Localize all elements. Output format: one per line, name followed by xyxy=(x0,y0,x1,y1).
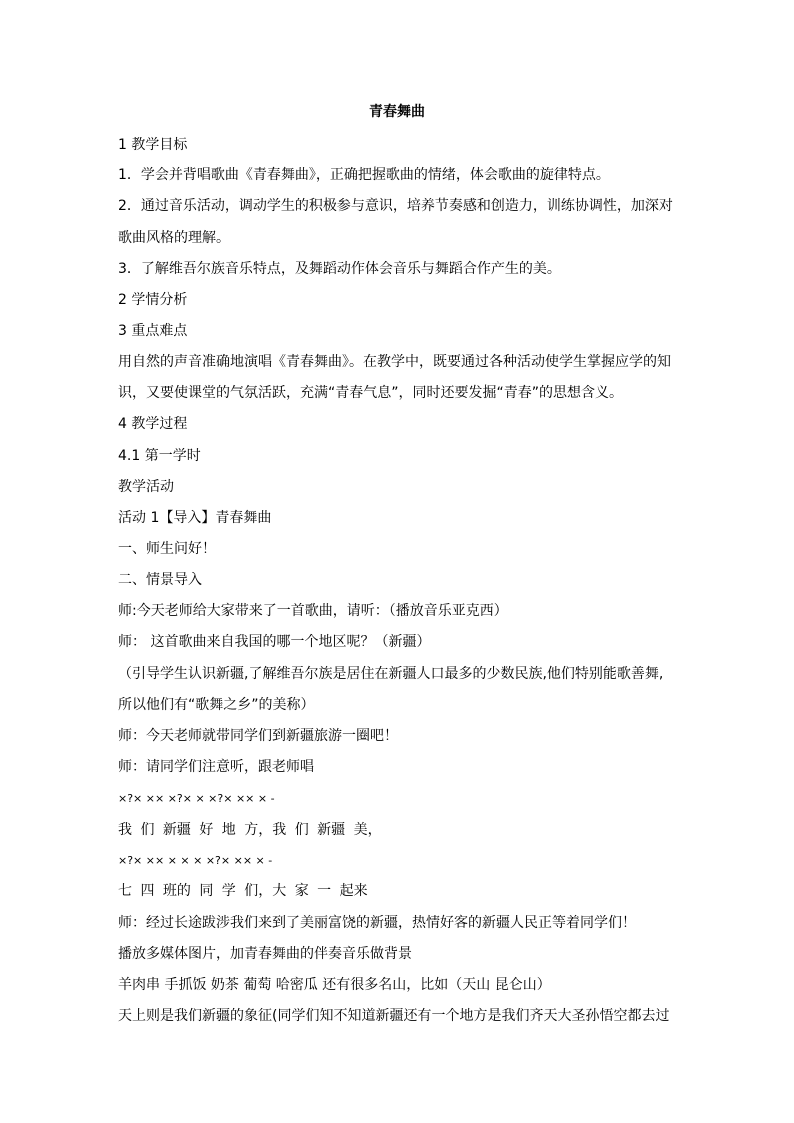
rhythm-notation-2: ×?× ×× × × × ×?× ×× × - xyxy=(118,854,273,867)
teaching-activities-label: 教学活动 xyxy=(118,479,174,495)
heading-key-points: 3 重点难点 xyxy=(118,323,188,339)
document-title: 青春舞曲 xyxy=(369,104,425,120)
subheading-first-period: 4.1 第一学时 xyxy=(118,448,201,464)
goal-item-2: 2．通过音乐活动，调动学生的积极参与意识，培养节奏感和创造力，训练协调性，加深对 xyxy=(118,198,673,214)
teacher-line-4: 师：请同学们注意听，跟老师唱 xyxy=(118,759,314,775)
xinjiang-symbol-text: 天上则是我们新疆的象征(同学们知不知道新疆还有一个地方是我们齐天大圣孙悟空都去过 xyxy=(118,1008,670,1024)
heading-teaching-goals: 1 教学目标 xyxy=(118,137,188,153)
heading-student-analysis: 2 学情分析 xyxy=(118,292,188,308)
guidance-text-cont: 所以他们有“歌舞之乡”的美称） xyxy=(118,697,315,713)
multimedia-note: 播放多媒体图片，加青春舞曲的伴奏音乐做背景 xyxy=(118,946,412,962)
teacher-line-2: 师： 这首歌曲来自我国的哪一个地区呢？（新疆） xyxy=(118,634,431,650)
xinjiang-specialties: 羊肉串 手抓饭 奶茶 葡萄 哈密瓜 还有很多名山，比如（天山 昆仑山） xyxy=(118,977,551,993)
activity-1-heading: 活动 1【导入】青春舞曲 xyxy=(118,510,272,526)
guidance-text: （引导学生认识新疆,了解维吾尔族是居住在新疆人口最多的少数民族,他们特别能歌善舞, xyxy=(118,666,664,682)
key-points-text: 用自然的声音准确地演唱《青春舞曲》。在教学中，既要通过各种活动使学生掌握应学的知 xyxy=(118,354,671,370)
teacher-line-1: 师:今天老师给大家带来了一首歌曲，请听：（播放音乐亚克西） xyxy=(118,603,508,619)
step-greeting: 一、师生问好！ xyxy=(118,541,216,557)
step-scenario-intro: 二、情景导入 xyxy=(118,572,202,588)
key-points-text-cont: 识，又要使课堂的气氛活跃，充满“青春气息”，同时还要发掘“青春”的思想含义。 xyxy=(118,385,624,401)
rhythm-notation-1: ×?× ×× ×?× × ×?× ×× × - xyxy=(118,792,275,805)
lyrics-line-1: 我 们 新疆 好 地 方，我 们 新疆 美， xyxy=(118,822,382,838)
teacher-line-3: 师：今天老师就带同学们到新疆旅游一圈吧！ xyxy=(118,728,398,744)
goal-item-2-cont: 歌曲风格的理解。 xyxy=(118,230,230,246)
heading-teaching-process: 4 教学过程 xyxy=(118,416,188,432)
goal-item-1: 1．学会并背唱歌曲《青春舞曲》，正确把握歌曲的情绪，体会歌曲的旋律特点。 xyxy=(118,167,610,183)
goal-item-3: 3．了解维吾尔族音乐特点，及舞蹈动作体会音乐与舞蹈合作产生的美。 xyxy=(118,261,561,277)
teacher-line-5: 师：经过长途跋涉我们来到了美丽富饶的新疆，热情好客的新疆人民正等着同学们！ xyxy=(118,915,636,931)
lyrics-line-2: 七 四 班的 同 学 们，大 家 一 起来 xyxy=(118,883,368,899)
